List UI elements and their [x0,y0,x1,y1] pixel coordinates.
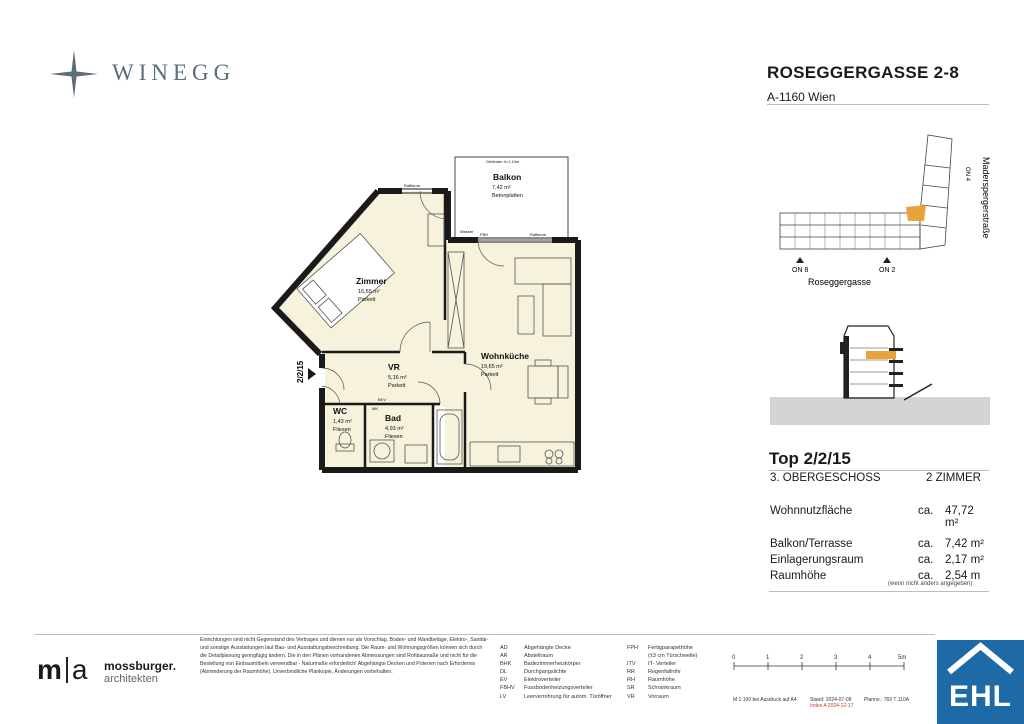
room-vr-name: VR [388,362,400,372]
room-wohnkueche-area: 19,65 m² [481,364,503,370]
legend-item: AD Abgehängte Decke [500,645,571,651]
agency-name: EHL [949,680,1012,713]
scale-tick: 4 [868,655,872,661]
legend-item: EV Elektroverteiler [500,677,561,684]
row-value: 2,17 m² [945,554,984,566]
row-value: 2,54 m [945,570,981,582]
room-zimmer-name: Zimmer [356,276,387,286]
room-bad-floor: Fliesen [385,434,403,440]
legend-b [627,644,727,701]
section-drawing [770,322,992,427]
row-label: Einlagerungsraum [770,554,864,566]
disclaimer: Einrichtungen sind nicht Gegenstand des Vertrages und dienen nur als Vorschlag. Boden- und Wandbeläge, Elektro-, Sanitär- und sonstige Ausstattungen laut Bau- und Ausstattungsbeschreibung. Die Raum- und Wohnungsgrößen können sich durch die Detailplanung geringfügig ändern. Die in den Plänen vorhandenen Abmessungen sind Rohbaumaße und nicht für die Bestellung von Einbaumöbeln verwendbar - Naturmaße erforderlich! Abgehängte Decken und Poterien nach Erfordernis (Abminderung der Raumhöhe). Unverbindliche Plankopie, Änderungen vorbehalten. [200,637,489,676]
label-mk: MK [372,406,378,411]
height-note: (wenn nicht anders angegeben) [888,581,973,587]
room-wc-area: 1,43 m² [333,419,352,425]
legend-item: AR Abstellraum [500,653,554,660]
plan-number: Planno.: 769 T 110A [864,697,910,703]
room-bad-name: Bad [385,413,402,423]
room-wc-floor: Fliesen [333,427,351,433]
index-date: Index A 2024-12-17 [810,703,854,709]
room-wohnkueche-name: Wohnküche [481,351,530,361]
label-fbh: FBH [480,232,488,237]
row-ca: ca. [918,570,934,582]
address-city: A-1160 Wien [767,90,836,104]
legend-item: FPH Fertigparapethöhe [627,645,693,651]
room-wohnkueche-floor: Parkett [481,372,499,378]
legend-item: DL Durchgangslichte [500,669,567,676]
floor-plan [260,150,590,480]
architect-mark-left: m [37,654,62,685]
brand-logo [50,50,98,103]
footer-divider [35,634,935,635]
scale-tick: 5m [898,655,907,661]
legend-item: (±3 cm Türschwelle) [648,653,698,660]
scale-tick: 3 [834,655,838,661]
entrance-tag: 2/2/15 [296,360,305,383]
legend-item: RH Raumhöhe [627,677,675,684]
row-label: Wohnnutzfläche [770,505,853,517]
architect-sub: architekten [104,673,158,685]
legend-item: RR Regenfallrohr [627,669,682,676]
unit-floor: 3. OBERGESCHOSS [770,472,881,484]
room-vr-floor: Parkett [388,383,406,389]
stand-date: Stand: 2024-07-09 [810,697,852,703]
legend-item: ITV IT- Verteiler [627,661,677,668]
scale-tick: 2 [800,655,804,661]
row-label: Raumhöhe [770,570,827,582]
info-row-storage [770,554,990,566]
room-balkon-floor: Betonplatten [492,193,523,199]
room-bad-area: 4,93 m² [385,426,404,432]
legend-item: VR Vorraum [627,693,669,700]
address-street: ROSEGGERGASSE 2-8 [767,63,960,82]
street-right-label: Maderspergerstraße [981,157,991,239]
street-bottom-label: Roseggergasse [808,277,872,287]
legend-item: BHK Badezimmerheizkörper [500,661,581,668]
row-value: 47,72 m² [945,505,974,529]
row-value: 7,42 m² [945,538,984,550]
scale-tick: 1 [766,655,770,661]
scale-bar [728,650,918,690]
brand-name: WINEGG [112,60,236,85]
room-balkon-area: 7,42 m² [492,185,511,191]
legend-item: SR Schrankraum [627,685,681,692]
on-2-label: ON 2 [879,267,896,274]
room-balkon-name: Balkon [493,172,522,182]
row-ca: ca. [918,554,934,566]
row-ca: ca. [918,538,934,550]
architect-name: mossburger. [104,659,177,673]
room-zimmer-area: 16,55 m² [358,289,380,295]
legend-item: FBHV Fussbodenheizungsverteiler [500,685,593,692]
info-row-balcony [770,538,990,550]
architect-mark-right: a [71,654,88,685]
label-gelaender: Geländer h=1.10m [486,159,520,164]
on-4-label: ON 4 [964,167,970,182]
compass-star-icon [50,50,98,98]
legend-a [500,644,630,701]
scale-note: M 1:100 bei Ausdruck auf A4 [733,697,797,703]
house-roof-icon [937,640,1024,680]
scale-tick: 0 [732,655,736,661]
divider [769,470,989,471]
on-8-label: ON 8 [792,267,809,274]
architect-logo [37,655,87,685]
agency-logo [937,640,1024,724]
divider [769,591,989,592]
label-raffstore-2: Raffstore [530,232,547,237]
label-raffstore: Raffstore [404,183,421,188]
row-label: Balkon/Terrasse [770,538,853,550]
site-plan [770,125,992,290]
room-zimmer-floor: Parkett [358,297,376,303]
label-bkv: BKV [378,397,387,402]
row-ca: ca. [918,505,934,517]
room-vr-area: 5,16 m² [388,375,407,381]
divider [767,104,989,105]
info-row-living-area [770,505,990,529]
architect-mark-divider [66,657,68,683]
room-wc-name: WC [333,406,348,416]
label-wasser: Wasser [460,229,474,234]
unit-title: Top 2/2/15 [769,449,851,468]
unit-rooms: 2 ZIMMER [926,472,981,484]
legend-item: LV Leerverrohrung für autom. Türöffner [500,693,612,700]
